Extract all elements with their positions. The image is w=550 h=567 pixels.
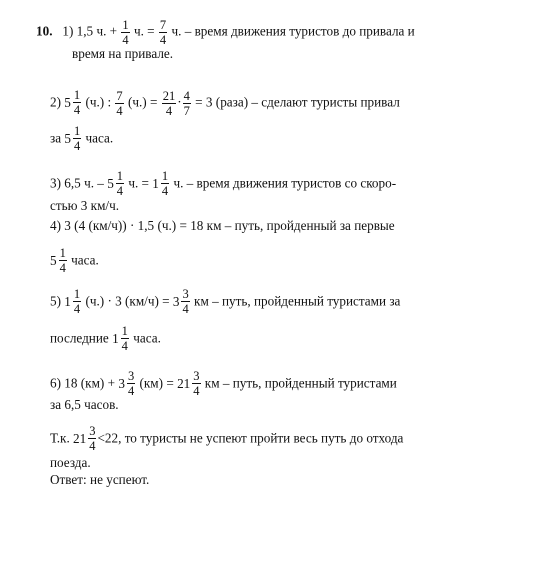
mixed-number: 3 $\frac{3}{4}$ [118, 369, 135, 398]
mixed-number: 3 $\frac{3}{4}$ [172, 287, 189, 316]
text: часа. [71, 252, 99, 268]
line-6 [50, 198, 119, 214]
line-8 [50, 246, 99, 275]
text: км – путь, пройденный туристами за [194, 293, 401, 309]
mixed-number: 5 $\frac{1}{4}$ [107, 169, 124, 198]
text: км – путь, пройденный туристами [204, 375, 397, 391]
line-9 [50, 287, 400, 316]
fraction: $\frac{4}{7}$ [183, 88, 190, 118]
line-4 [50, 124, 113, 153]
line-12 [50, 397, 119, 413]
text: = 3 (раза) – сделают туристы привал [195, 94, 400, 110]
mixed-number: 21 $\frac{3}{4}$ [73, 424, 96, 453]
text: ч. – время движения туристов до привала и [171, 23, 415, 39]
mixed-number: 5 $\frac{1}{4}$ [64, 124, 81, 153]
fraction: $\frac{7}{4}$ [159, 18, 167, 47]
fraction: $\frac{21}{4}$ [162, 88, 176, 118]
line-2 [72, 46, 173, 62]
line-3 [50, 88, 400, 118]
line-13 [50, 424, 403, 453]
text: 6) 18 (км) + [50, 375, 116, 391]
fraction: $\frac{7}{4}$ [116, 88, 123, 118]
mixed-number: 1 $\frac{1}{4}$ [64, 287, 81, 316]
text: часа. [85, 130, 114, 146]
text: (ч.) · 3 (км/ч) = [85, 293, 170, 309]
text: (км) = [139, 375, 174, 391]
text: поезда. [50, 455, 91, 470]
text: часа. [133, 330, 161, 346]
text: за 6,5 часов. [50, 397, 119, 412]
line-15 [50, 472, 149, 488]
line-11 [50, 369, 397, 398]
mixed-number: 1 $\frac{1}{4}$ [152, 169, 169, 198]
text: 4) 3 (4 (км/ч)) · 1,5 (ч.) = 18 км – путь, пройденный за первые [50, 218, 395, 233]
text: (ч.) = [127, 94, 158, 110]
text: последние [50, 330, 109, 346]
line-10 [50, 324, 161, 353]
text: <22, то туристы не успеют пройти весь путь до отхода [97, 430, 404, 446]
text: время на привале. [72, 46, 174, 61]
mixed-number: 5 $\frac{1}{4}$ [64, 88, 81, 117]
mixed-number: 21 $\frac{3}{4}$ [177, 369, 200, 398]
mixed-number: 5 $\frac{1}{4}$ [50, 246, 66, 275]
text: (ч.) : [85, 94, 112, 110]
text: · [177, 94, 182, 110]
line-14 [50, 455, 91, 471]
mixed-number: 1 $\frac{1}{4}$ [112, 324, 128, 353]
text: Т.к. [50, 430, 70, 446]
text: ч. = [128, 175, 149, 191]
text: 3) 6,5 ч. – [50, 175, 104, 191]
text: за [50, 130, 62, 146]
text: 5) [50, 293, 61, 309]
text: 2) [50, 94, 61, 110]
answer: Ответ: не успеют. [50, 472, 150, 487]
text: ч. = [133, 23, 155, 39]
text: ч. – время движения туристов со скоро- [173, 175, 397, 191]
line-5 [50, 169, 396, 198]
problem-number: 10. [36, 23, 53, 39]
fraction: $\frac{1}{4}$ [122, 18, 129, 47]
line-7 [50, 218, 395, 234]
line-1 [36, 18, 415, 47]
text: стью 3 км/ч. [50, 198, 120, 213]
text: 1) 1,5 ч. + [62, 23, 118, 39]
